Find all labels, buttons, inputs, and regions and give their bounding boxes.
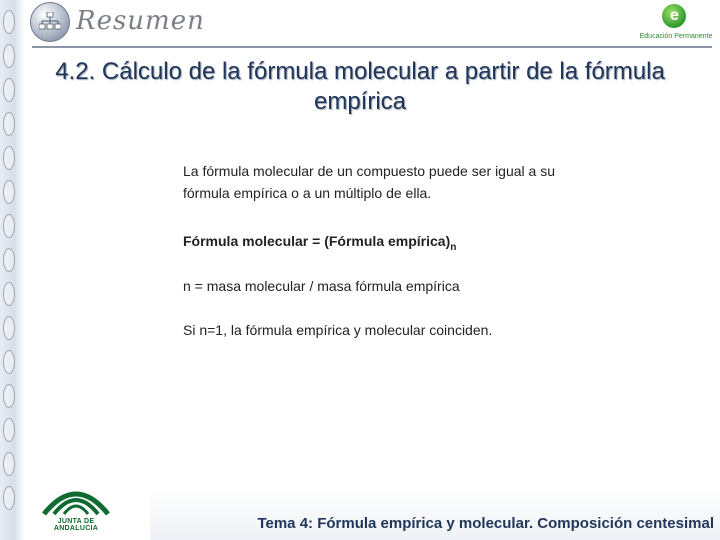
formula-line (183, 233, 456, 253)
binder-ring (3, 248, 15, 272)
formula-main: Fórmula molecular = (Fórmula empírica) (183, 233, 451, 249)
slide-content (183, 160, 583, 338)
sitemap-icon (30, 2, 70, 42)
binder-ring (3, 78, 15, 102)
junta-arch-icon (36, 480, 116, 516)
junta-andalucia-logo (36, 480, 116, 530)
binder-ring (3, 146, 15, 170)
educacion-permanente-logo: e Educación Permanente (636, 2, 716, 46)
binder-strip (0, 0, 24, 540)
binder-ring (3, 350, 15, 374)
binder-ring (3, 418, 15, 442)
binder-ring (3, 486, 15, 510)
intro-paragraph: La fórmula molecular de un compuesto puede ser igual a su fórmula empírica o a un múltiplo de ella. (183, 163, 555, 201)
slide-title: 4.2. Cálculo de la fórmula molecular a partir de la fórmula empírica (55, 58, 665, 115)
binder-ring (3, 44, 15, 68)
binder-ring (3, 10, 15, 34)
logo-text: Educación Permanente (639, 33, 713, 40)
formula-subscript: n (450, 241, 457, 253)
binder-ring (3, 384, 15, 408)
conclusion-line: Si n=1, la fórmula empírica y molecular coinciden. (183, 322, 493, 338)
binder-ring (3, 112, 15, 136)
binder-ring (3, 452, 15, 476)
header-label: Resumen (76, 6, 205, 36)
footer-title: Tema 4: Fórmula empírica y molecular. Composición centesimal (257, 515, 714, 532)
binder-ring (3, 316, 15, 340)
n-definition: n = masa molecular / masa fórmula empírica (183, 278, 460, 294)
logo-text: JUNTA DE ANDALUCIA (53, 518, 99, 532)
binder-ring (3, 214, 15, 238)
binder-ring (3, 282, 15, 306)
header-divider (32, 46, 712, 48)
binder-ring (3, 180, 15, 204)
